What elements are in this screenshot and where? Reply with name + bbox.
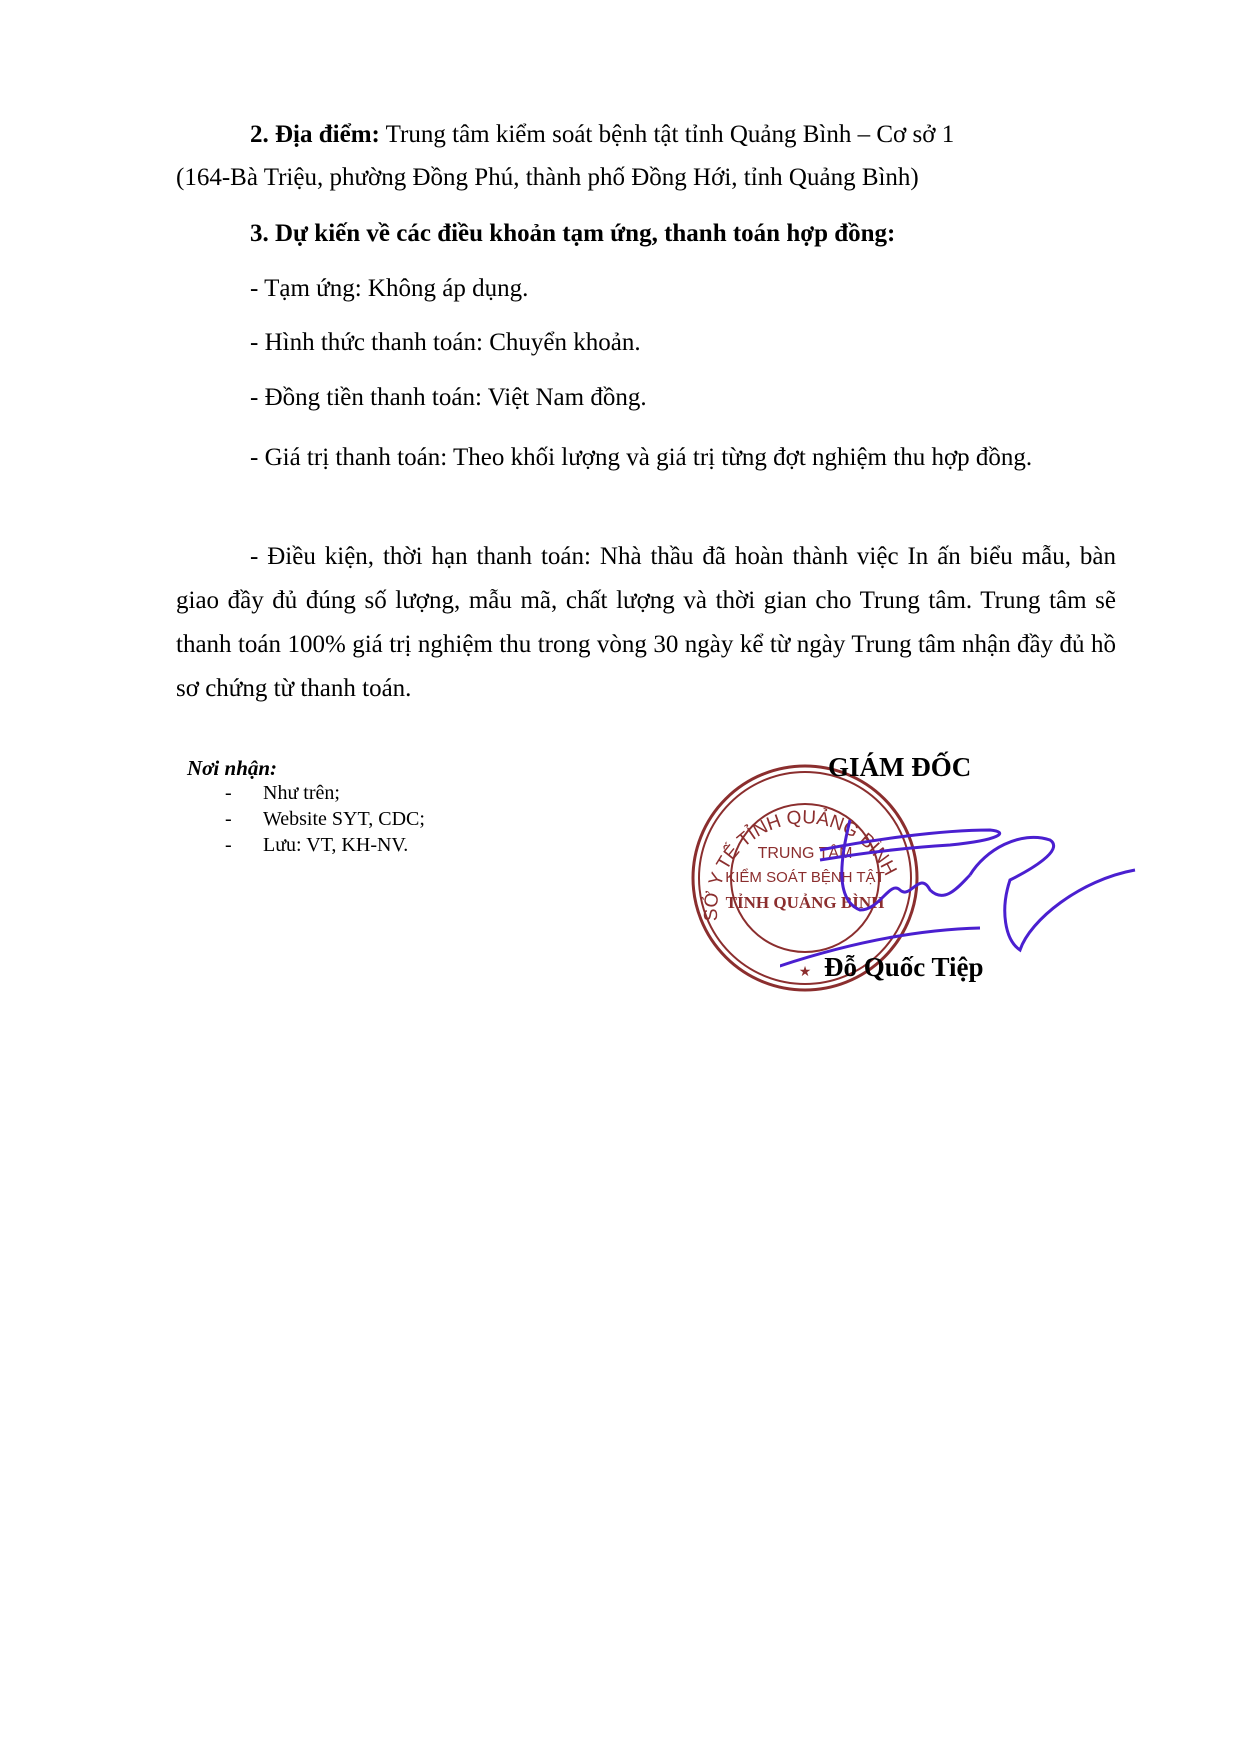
recipient-item: - Như trên; [225,782,340,804]
recipient-item: - Lưu: VT, KH-NV. [225,834,409,856]
svg-text:KIỂM SOÁT BỆNH TẬT: KIỂM SOÁT BỆNH TẬT [725,869,885,886]
item-payment-method: - Hình thức thanh toán: Chuyển khoản. [250,329,641,356]
section2-line1 [250,120,954,150]
item-currency: - Đồng tiền thanh toán: Việt Nam đồng. [250,384,647,411]
item-advance: - Tạm ứng: Không áp dụng. [250,275,529,302]
recipients-title: Nơi nhận: [187,756,278,780]
section3-heading: 3. Dự kiến về các điều khoản tạm ứng, thanh toán hợp đồng: [250,220,896,247]
recipient-item: - Website SYT, CDC; [225,808,425,830]
item-payment-value: - Giá trị thanh toán: Theo khối lượng và giá trị từng đợt nghiệm thu hợp đồng. [250,444,1033,471]
recipient-label: Website SYT, CDC; [263,808,425,830]
item-payment-conditions: - Điều kiện, thời hạn thanh toán: Nhà thầu đã hoàn thành việc In ấn biểu mẫu, bàn giao đầy đủ đúng số lượng, mẫu mã, chất lượng và thời gian cho Trung tâm. Trung tâm sẽ thanh toán 100% giá trị nghiệm thu trong vòng 30 ngày kể từ ngày Trung tâm nhận đầy đủ hồ sơ chứng từ thanh toán. [176,543,1116,702]
recipient-label: Lưu: VT, KH-NV. [263,834,409,856]
svg-text:SỞ Y TẾ TỈNH QUẢNG BÌNH: SỞ Y TẾ TỈNH QUẢNG BÌNH [700,807,901,922]
section2-label: 2. Địa điểm: [250,121,380,148]
svg-text:★: ★ [798,965,812,980]
svg-text:TRUNG TÂM: TRUNG TÂM [757,845,853,862]
section2-text: Trung tâm kiểm soát bệnh tật tỉnh Quảng Bình – Cơ sở 1 [379,121,955,148]
recipient-label: Như trên; [263,782,340,804]
signatory-name: Đỗ Quốc Tiệp [824,952,984,982]
signature-title: GIÁM ĐỐC [828,752,972,782]
svg-text:TỈNH QUẢNG BÌNH: TỈNH QUẢNG BÌNH [725,893,885,912]
section2-line2: (164-Bà Triệu, phường Đồng Phú, thành phố Đồng Hới, tỉnh Quảng Bình) [176,164,919,191]
